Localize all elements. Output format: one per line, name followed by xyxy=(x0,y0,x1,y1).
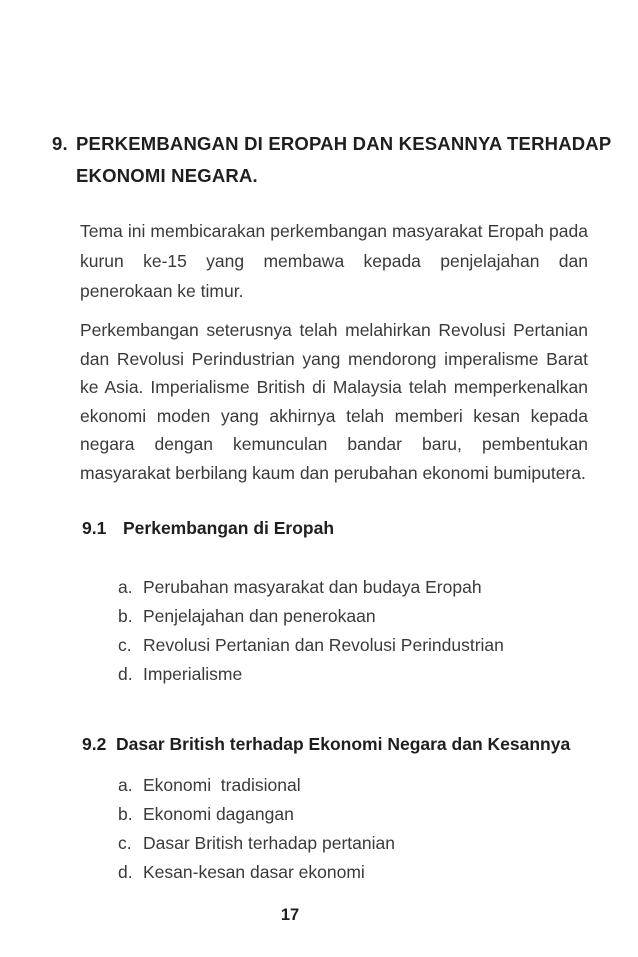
list-item-text: Revolusi Pertanian dan Revolusi Perindustrian xyxy=(143,635,504,655)
list-item xyxy=(118,800,638,829)
list-item-marker: d. xyxy=(118,664,133,684)
list-item-marker: a. xyxy=(118,775,133,795)
main-heading xyxy=(52,128,612,192)
list-item-text: Dasar British terhadap pertanian xyxy=(143,833,395,853)
heading-line-1: PERKEMBANGAN DI EROPAH DAN KESANNYA TERHADAP xyxy=(76,133,612,154)
list-item xyxy=(118,573,638,602)
section-9-2-list xyxy=(118,771,638,887)
section-9-2-heading xyxy=(82,731,588,757)
heading-line-2: EKONOMI NEGARA. xyxy=(76,165,258,186)
heading-text xyxy=(76,128,611,192)
list-item-marker: b. xyxy=(118,606,133,626)
list-item-text: Kesan-kesan dasar ekonomi xyxy=(143,862,365,882)
list-item-marker: c. xyxy=(118,833,132,853)
list-item xyxy=(118,602,638,631)
list-item-text: Imperialisme xyxy=(143,664,243,684)
list-item-marker: d. xyxy=(118,862,133,882)
list-item-marker: b. xyxy=(118,804,133,824)
section-9-1-list xyxy=(118,573,638,689)
section-9-1-number: 9.1 xyxy=(82,518,107,538)
section-9-1-title: Perkembangan di Eropah xyxy=(123,518,335,538)
list-item xyxy=(118,660,638,689)
section-9-2-number: 9.2 xyxy=(82,734,107,754)
list-item xyxy=(118,631,638,660)
page-number: 17 xyxy=(280,906,300,924)
list-item-text: Ekonomi dagangan xyxy=(143,804,294,824)
body-paragraph: Perkembangan seterusnya telah melahirkan Revolusi Pertanian dan Revolusi Perindustrian yang mendorong imperalisme Barat ke Asia. Imperialisme British di Malaysia telah memperkenalkan ekonomi moden yang akhirnya telah memberi kesan kepada negara dengan kemunculan bandar baru, pembentukan masyarakat berbilang kaum dan perubahan ekonomi bumiputera. xyxy=(80,320,588,483)
list-item-marker: a. xyxy=(118,577,133,597)
list-item-text: Perubahan masyarakat dan budaya Eropah xyxy=(143,577,482,597)
heading-number: 9. xyxy=(52,133,68,154)
list-item xyxy=(118,829,638,858)
intro-paragraph: Tema ini membicarakan perkembangan masyarakat Eropah pada kurun ke-15 yang membawa kepada penjelajahan dan penerokaan ke timur. xyxy=(80,221,588,301)
list-item-text: Penjelajahan dan penerokaan xyxy=(143,606,376,626)
list-item-text: Ekonomi tradisional xyxy=(143,775,301,795)
section-9-2-title: Dasar British terhadap Ekonomi Negara dan Kesannya xyxy=(116,734,571,754)
list-item xyxy=(118,858,638,887)
list-item-marker: c. xyxy=(118,635,132,655)
list-item xyxy=(118,771,638,800)
section-9-1-heading xyxy=(82,515,588,541)
